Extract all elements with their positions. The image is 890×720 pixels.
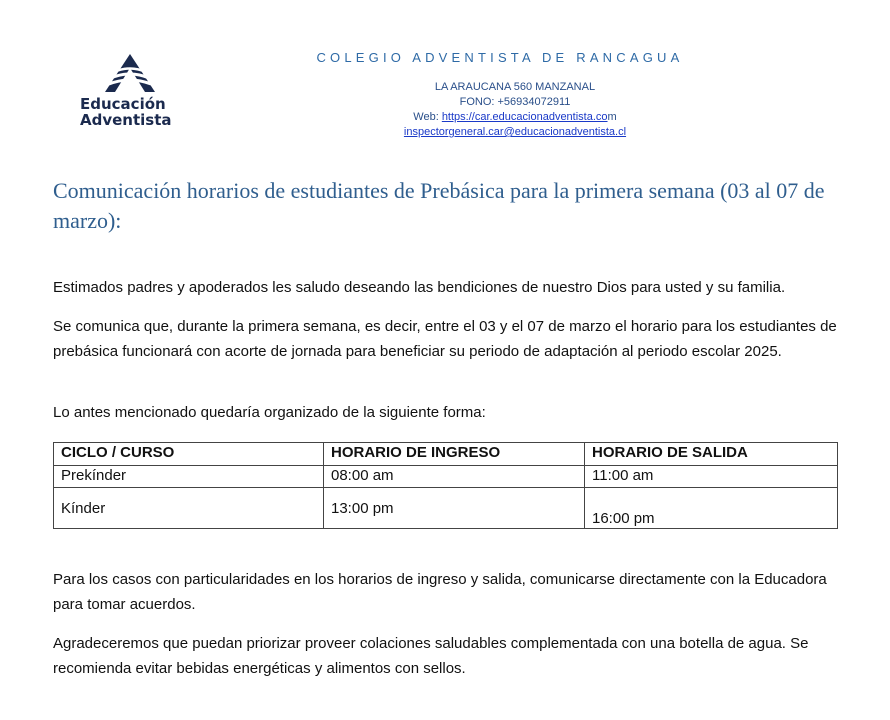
snacks-paragraph: Agradeceremos que puedan priorizar proveer colaciones saludables complementada con una botella de agua. Se recomienda evitar bebidas energéticas y alimentos con sellos.: [53, 635, 809, 677]
header-ingreso: HORARIO DE INGRESO: [324, 443, 585, 466]
web-line: [390, 110, 640, 125]
web-suffix: m: [607, 111, 617, 123]
logo-line-2: Adventista: [80, 111, 172, 129]
school-header: [300, 50, 700, 66]
table-row: [54, 466, 838, 488]
phone: FONO: +56934072911: [459, 96, 571, 108]
page-title: Comunicación horarios de estudiantes de Prebásica para la primera semana (03 al 07 de marzo):: [53, 178, 825, 233]
contact-block: [390, 80, 640, 140]
address: LA ARAUCANA 560 MANZANAL: [434, 81, 596, 93]
education-adventist-logo-icon: [105, 54, 155, 92]
cell-ingreso: 13:00 pm: [324, 488, 585, 529]
cell-salida: 11:00 am: [585, 466, 838, 488]
logo-line-1: Educación: [80, 95, 166, 113]
header-ciclo: CICLO / CURSO: [54, 443, 324, 466]
table-header-row: [54, 443, 838, 466]
header-salida: HORARIO DE SALIDA: [585, 443, 838, 466]
schedule-table: [53, 442, 838, 529]
particular-paragraph: Para los casos con particularidades en los horarios de ingreso y salida, comunicarse directamente con la Educadora para tomar acuerdos.: [53, 571, 827, 613]
greeting-paragraph: Estimados padres y apoderados les saludo deseando las bendiciones de nuestro Dios para usted y su familia.: [53, 279, 786, 296]
school-name: COLEGIO ADVENTISTA DE RANCAGUA: [316, 50, 684, 65]
web-link[interactable]: https://car.educacionadventista.co: [441, 111, 608, 123]
table-row: [54, 488, 838, 529]
cell-salida: 16:00 pm: [585, 488, 838, 529]
institution-logo: [80, 54, 184, 128]
cell-ingreso: 08:00 am: [324, 466, 585, 488]
web-label: Web:: [413, 111, 442, 123]
cell-curso: Prekínder: [54, 466, 324, 488]
info-paragraph: Se comunica que, durante la primera semana, es decir, entre el 03 y el 07 de marzo el horario para los estudiantes de prebásica funcionará con acorte de jornada para beneficiar su periodo de adaptación al periodo escolar 2025.: [53, 318, 837, 360]
email-link[interactable]: inspectorgeneral.car@educacionadventista.cl: [403, 126, 627, 138]
cell-curso: Kínder: [54, 488, 324, 529]
table-intro-paragraph: Lo antes mencionado quedaría organizado de la siguiente forma:: [53, 404, 486, 421]
